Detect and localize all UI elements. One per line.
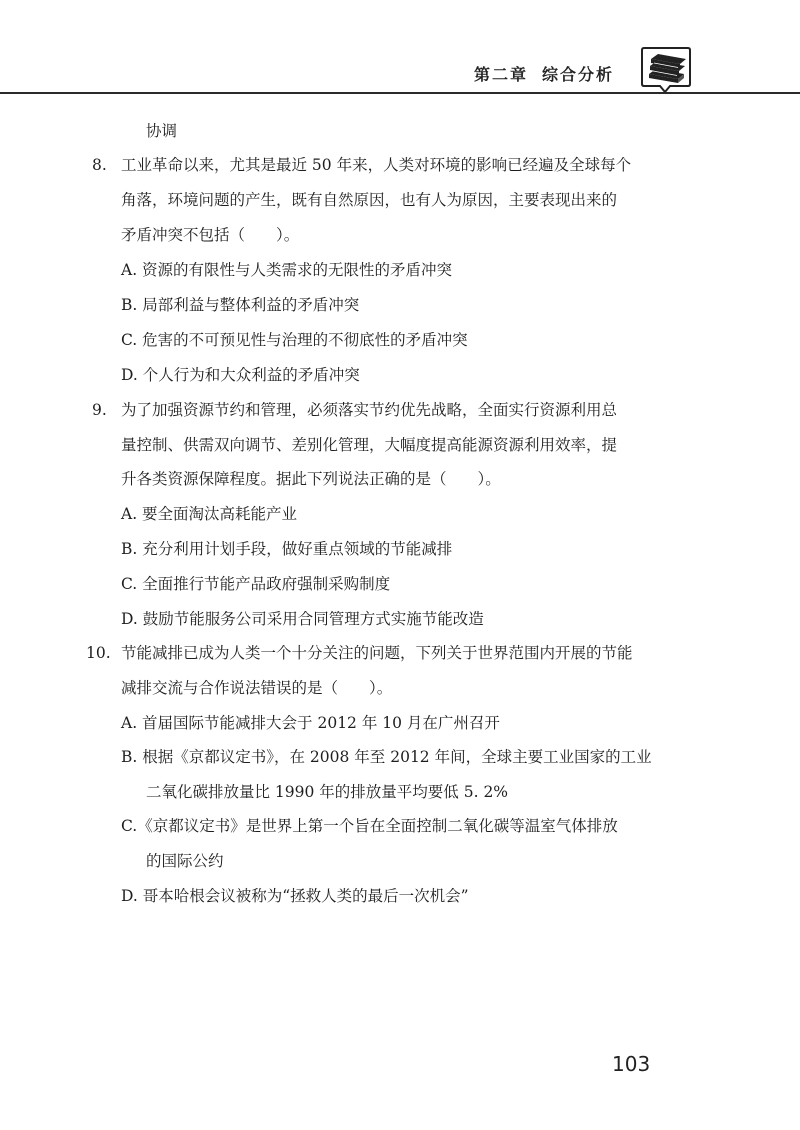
option-d: D. 哥本哈根会议被称为“拯救人类的最后一次机会” (121, 887, 469, 905)
chapter-label: 第二章 (474, 65, 529, 84)
option-c: C. 全面推行节能产品政府强制采购制度 (121, 575, 391, 593)
question-stem-line: 为了加强资源节约和管理，必须落实节约优先战略，全面实行资源利用总 (121, 401, 618, 419)
option-a: A. 资源的有限性与人类需求的无限性的矛盾冲突 (121, 261, 453, 279)
page-number: 103 (612, 1052, 651, 1076)
option-a: A. 首届国际节能减排大会于 2012 年 10 月在广州召开 (121, 714, 500, 732)
question-number: 10. (86, 644, 111, 662)
book-stack-icon (640, 46, 692, 94)
continuation-text: 协调 (146, 122, 178, 140)
question-stem-line: 量控制、供需双向调节、差别化管理，大幅度提高能源资源利用效率，提 (121, 436, 618, 454)
option-b: B. 充分利用计划手段，做好重点领域的节能减排 (121, 540, 453, 558)
option-c: C.《京都议定书》是世界上第一个旨在全面控制二氧化碳等温室气体排放 (121, 817, 618, 835)
question-stem-line: 角落，环境问题的产生，既有自然原因，也有人为原因，主要表现出来的 (121, 191, 618, 209)
question-stem-line: 升各类资源保障程度。据此下列说法正确的是（ ）。 (121, 470, 501, 488)
option-a: A. 要全面淘汰高耗能产业 (121, 505, 298, 523)
question-stem-line: 工业革命以来，尤其是最近 50 年来，人类对环境的影响已经遍及全球每个 (121, 156, 632, 174)
option-b: B. 局部利益与整体利益的矛盾冲突 (121, 296, 360, 314)
chapter-name: 综合分析 (542, 65, 615, 84)
question-stem-line: 节能减排已成为人类一个十分关注的问题，下列关于世界范围内开展的节能 (121, 644, 633, 662)
question-stem-line: 矛盾冲突不包括（ ）。 (121, 226, 300, 244)
header-rule (0, 92, 800, 94)
chapter-title (474, 62, 628, 85)
option-b: B. 根据《京都议定书》，在 2008 年至 2012 年间，全球主要工业国家的工业 (121, 748, 652, 766)
question-number: 8. (92, 156, 107, 174)
question-number: 9. (92, 401, 107, 419)
option-d: D. 鼓励节能服务公司采用合同管理方式实施节能改造 (121, 610, 484, 628)
option-c-continued: 的国际公约 (146, 852, 224, 870)
question-stem-line: 减排交流与合作说法错误的是（ ）。 (121, 679, 393, 697)
option-d: D. 个人行为和大众利益的矛盾冲突 (121, 366, 360, 384)
option-c: C. 危害的不可预见性与治理的不彻底性的矛盾冲突 (121, 331, 468, 349)
option-b-continued: 二氧化碳排放量比 1990 年的排放量平均要低 5. 2% (146, 783, 509, 801)
